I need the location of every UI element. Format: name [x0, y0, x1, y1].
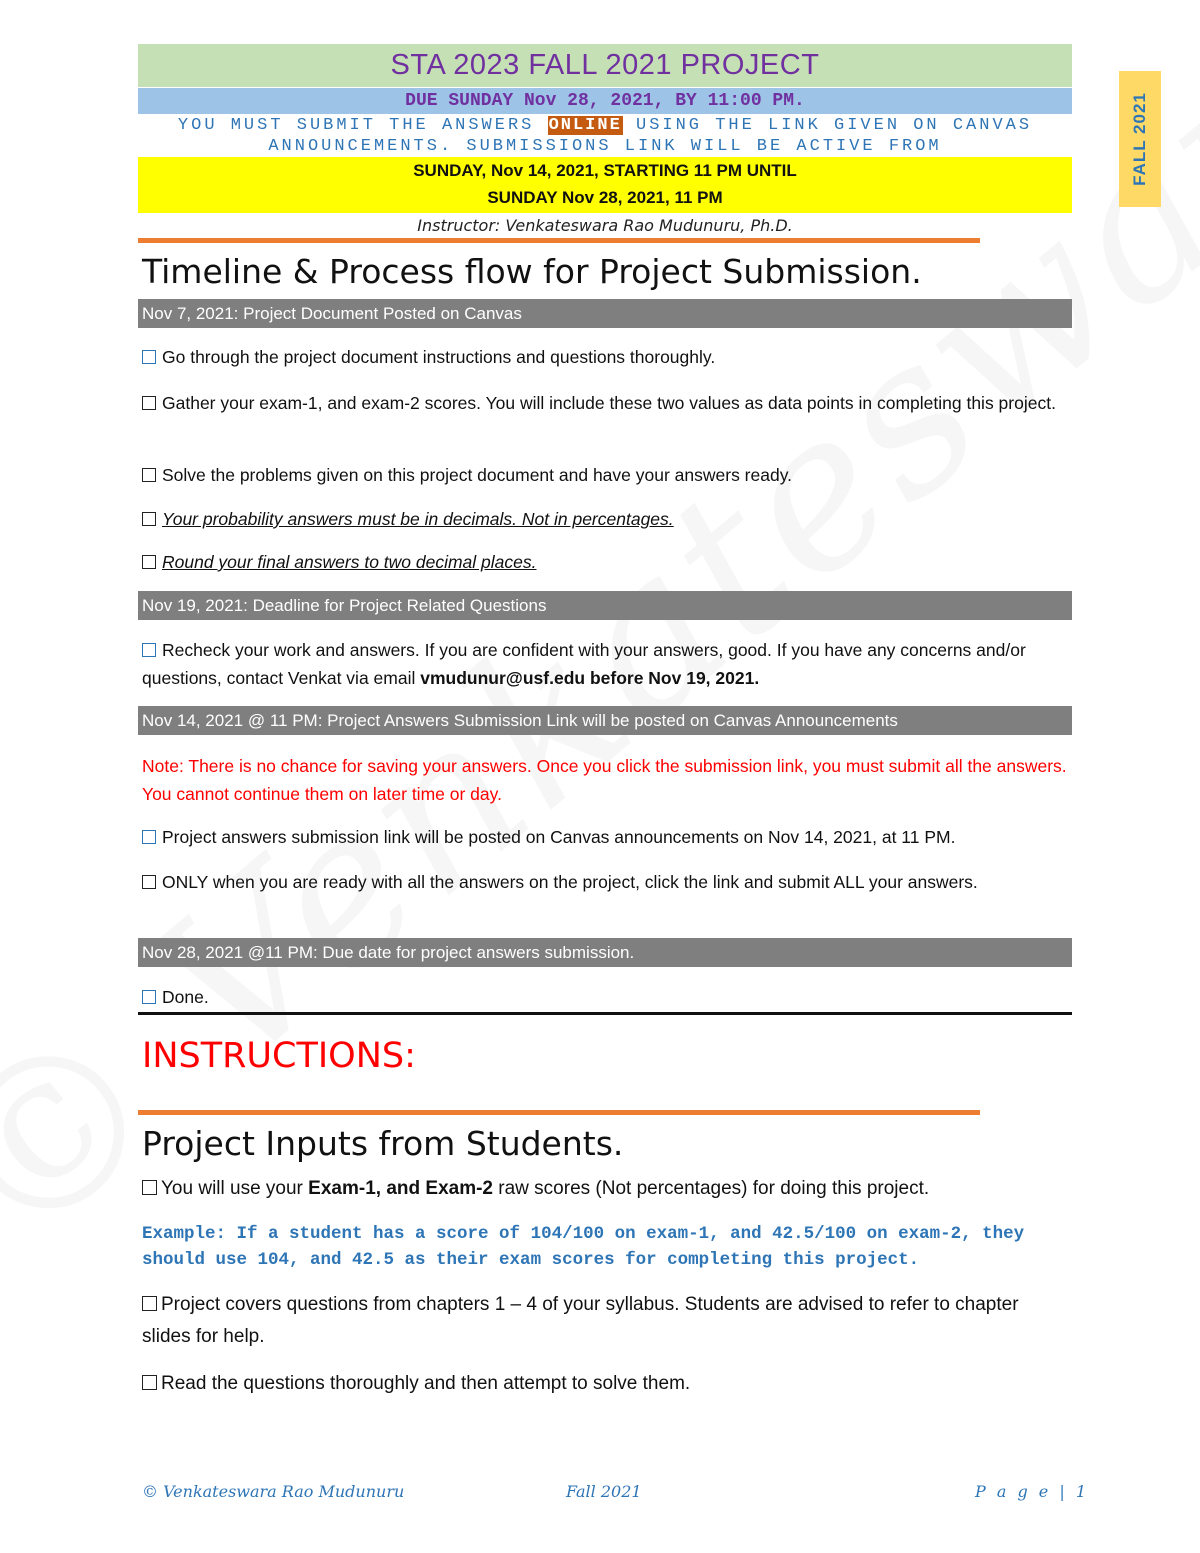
input-paragraph — [142, 1368, 1068, 1400]
orange-divider — [138, 238, 980, 243]
checkbox-icon — [142, 990, 156, 1004]
item-text: Done. — [162, 987, 209, 1007]
item-text: Go through the project document instructions and questions thoroughly. — [162, 347, 716, 367]
list-item — [142, 636, 1068, 692]
due-date-line: DUE SUNDAY Nov 28, 2021, BY 11:00 PM. — [138, 88, 1072, 114]
checkbox-icon — [142, 830, 156, 844]
instructor-line: Instructor: Venkateswara Rao Mudunuru, Ph.D. — [417, 216, 793, 235]
instructions-heading: INSTRUCTIONS: — [142, 1036, 416, 1076]
item-text: Solve the problems given on this project document and have your answers ready. — [162, 465, 793, 485]
submit-line-1 — [138, 115, 1072, 136]
footer-copyright: © Venkateswara Rao Mudunuru — [142, 1482, 405, 1501]
item-text: Gather your exam-1, and exam-2 scores. You will include these two values as data points in completing this project. — [162, 393, 1056, 413]
section-header: Nov 7, 2021: Project Document Posted on Canvas — [138, 299, 1072, 328]
exam1-label: Exam-1, and — [308, 1178, 421, 1199]
section-header: Nov 14, 2021 @ 11 PM: Project Answers Submission Link will be posted on Canvas Announcements — [138, 706, 1072, 735]
side-tab — [1119, 71, 1161, 207]
black-divider — [138, 1012, 1072, 1015]
checkbox-icon — [142, 396, 156, 410]
checkbox-icon — [142, 512, 156, 526]
list-item — [142, 389, 1068, 417]
orange-divider — [138, 1110, 980, 1115]
list-item — [142, 461, 1068, 489]
list-item — [142, 868, 1068, 896]
item-text: ONLY when you are ready with all the answers on the project, click the link and submit ALL your answers. — [162, 872, 978, 892]
checkbox-icon — [142, 468, 156, 482]
contact-email[interactable]: vmudunur@usf.edu — [420, 668, 586, 688]
timeline-heading: Timeline & Process flow for Project Submission. — [142, 252, 922, 291]
checkbox-icon — [142, 875, 156, 889]
checkbox-icon — [142, 1296, 157, 1311]
paragraph-text: raw scores (Not percentages) for doing this project. — [498, 1178, 930, 1199]
side-tab-label: FALL 2021 — [1130, 92, 1150, 186]
item-text: Project answers submission link will be posted on Canvas announcements on Nov 14, 2021, at 11 PM. — [162, 827, 956, 847]
item-text: Round your final answers to two decimal places. — [162, 552, 537, 572]
checkbox-icon — [142, 555, 156, 569]
list-item — [142, 548, 1068, 576]
project-title: STA 2023 FALL 2021 PROJECT — [138, 44, 1072, 87]
list-item — [142, 823, 1068, 851]
submit-instructions — [138, 115, 1072, 157]
checkbox-icon — [142, 350, 156, 364]
checkbox-icon — [142, 1180, 157, 1195]
submit-line-2: ANNOUNCEMENTS. SUBMISSIONS LINK WILL BE ACTIVE FROM — [268, 137, 942, 156]
input-paragraph — [142, 1173, 1068, 1205]
footer-term: Fall 2021 — [566, 1482, 642, 1501]
checkbox-icon — [142, 643, 156, 657]
paragraph-text: Project covers questions from chapters 1 – 4 of your syllabus. Students are advised to refer to chapter slides for help. — [142, 1294, 1019, 1347]
footer-page-number: P a g e | 1 — [975, 1482, 1090, 1501]
submit-suffix: USING THE LINK GIVEN ON CANVAS — [636, 116, 1033, 135]
inputs-heading: Project Inputs from Students. — [142, 1124, 624, 1163]
paragraph-text: You will use your — [161, 1178, 303, 1199]
active-line-1: SUNDAY, Nov 14, 2021, STARTING 11 PM UNTIL — [413, 161, 797, 180]
checkbox-icon — [142, 1375, 157, 1390]
section-header: Nov 28, 2021 @11 PM: Due date for project answers submission. — [138, 938, 1072, 967]
paragraph-text: Read the questions thoroughly and then attempt to solve them. — [161, 1373, 691, 1394]
submit-prefix: YOU MUST SUBMIT THE ANSWERS — [177, 116, 535, 135]
item-text: Recheck your work and answers. If you are confident with your answers, good. If you have any concerns and/or questions, contact Venkat via email — [142, 640, 1026, 688]
input-paragraph — [142, 1289, 1068, 1353]
item-text: Your probability answers must be in decimals. Not in percentages. — [162, 509, 674, 529]
list-item — [142, 505, 1068, 533]
warning-note: Note: There is no chance for saving your answers. Once you click the submission link, you must submit all the answers. You cannot continue them on later time or day. — [142, 756, 1067, 804]
active-window-banner — [138, 157, 1072, 213]
list-item — [142, 343, 1068, 371]
item-text: before Nov 19, 2021. — [589, 668, 760, 688]
list-item — [142, 983, 1068, 1011]
example-text: Example: If a student has a score of 104/100 on exam-1, and 42.5/100 on exam-2, they should use 104, and 42.5 as their exam scores for completing this project. — [142, 1224, 1025, 1270]
online-tag: ONLINE — [548, 116, 622, 135]
active-line-2: SUNDAY Nov 28, 2021, 11 PM — [487, 188, 723, 207]
exam2-label: Exam-2 — [425, 1178, 493, 1199]
section-header: Nov 19, 2021: Deadline for Project Related Questions — [138, 591, 1072, 620]
